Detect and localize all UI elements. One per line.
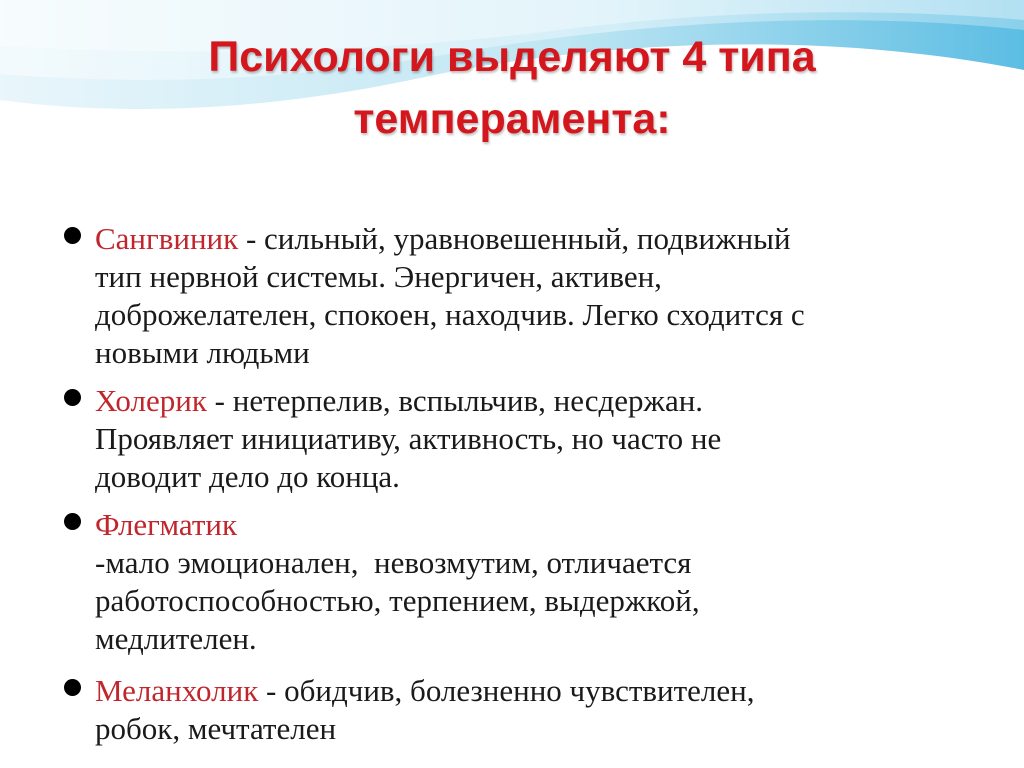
item-text: Проявляет инициативу, активность, но часто не — [95, 421, 722, 456]
item-text: -мало эмоционален, невозмутим, отличается — [95, 545, 692, 580]
term-choleric: Холерик — [95, 383, 207, 418]
item-text: доводит дело до конца. — [95, 459, 400, 494]
list-item-sanguine — [62, 220, 972, 372]
item-first-line — [95, 672, 972, 710]
list-item-melancholic — [62, 672, 972, 748]
term-phlegmatic: Флегматик — [95, 507, 238, 542]
item-text: - сильный, уравновешенный, подвижный — [238, 221, 791, 256]
item-first-line — [95, 220, 972, 258]
item-text: работоспособностью, терпением, выдержкой, — [95, 583, 700, 618]
bullet-dot-icon — [64, 513, 81, 530]
item-text: - нетерпелив, вспыльчив, несдержан. — [206, 383, 704, 418]
slide-title-line-1: Психологи выделяют 4 типа — [208, 33, 816, 81]
item-text: тип нервной системы. Энергичен, активен, — [95, 259, 662, 294]
item-text: доброжелателен, спокоен, находчив. Легко сходится с — [95, 297, 805, 332]
bullet-dot-icon — [64, 389, 81, 406]
item-text: робок, мечтателен — [95, 711, 337, 746]
list-item-phlegmatic — [62, 506, 972, 658]
slide-title-line-2: темперамента: — [353, 95, 671, 143]
item-text: медлителен. — [95, 621, 257, 656]
term-sanguine: Сангвиник — [95, 221, 239, 256]
item-first-line — [95, 382, 972, 420]
list-item-choleric — [62, 382, 972, 496]
item-text: - обидчив, болезненно чувствителен, — [258, 673, 755, 708]
item-text: новыми людьми — [95, 335, 310, 370]
slide-title — [60, 26, 964, 150]
bullet-dot-icon — [64, 679, 81, 696]
term-melancholic: Меланхолик — [95, 673, 259, 708]
item-first-line — [95, 506, 972, 544]
bullet-dot-icon — [64, 227, 81, 244]
temperament-list — [62, 220, 972, 758]
